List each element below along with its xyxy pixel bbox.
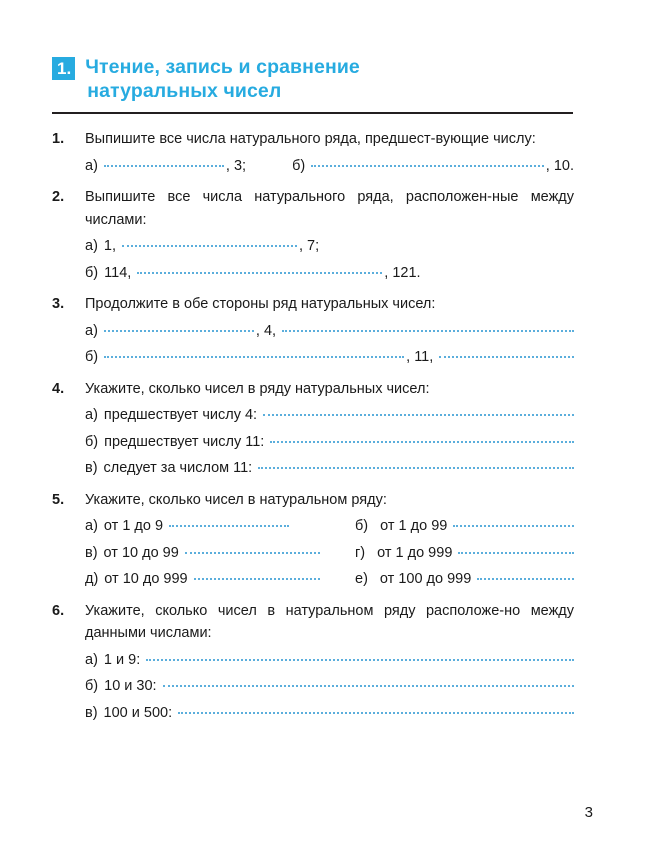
exercise-body <box>85 489 574 591</box>
answer-blank[interactable] <box>169 515 289 527</box>
answer-blank[interactable] <box>282 320 574 332</box>
exercise-3 <box>52 293 574 369</box>
exercise-item-row <box>85 515 574 538</box>
answer-blank[interactable] <box>258 457 574 469</box>
exercise-item <box>85 542 355 565</box>
exercise-item <box>85 675 574 698</box>
exercise-item <box>85 431 574 454</box>
chapter-title-line-2: натуральных чисел <box>87 80 282 102</box>
item-text: 1, <box>103 238 116 254</box>
item-mid: , 11, <box>406 349 434 365</box>
exercise-6 <box>52 600 574 725</box>
exercise-item <box>85 155 574 178</box>
answer-blank[interactable] <box>263 404 574 416</box>
item-tail: , 7; <box>299 238 320 254</box>
answer-blank[interactable] <box>104 155 224 167</box>
exercise-2 <box>52 186 574 284</box>
exercise-item-row <box>85 542 574 565</box>
item-label: а) <box>85 651 98 668</box>
exercise-number: 4. <box>52 380 65 397</box>
exercise-item <box>85 457 574 480</box>
item-label: г) <box>355 544 366 561</box>
item-text: от 10 до 999 <box>104 571 188 587</box>
item-text: от 1 до 999 <box>377 544 453 561</box>
answer-blank[interactable] <box>122 235 297 247</box>
answer-blank[interactable] <box>163 675 574 687</box>
item-label: б) <box>85 349 99 365</box>
item-text: от 100 до 999 <box>379 571 472 587</box>
answer-blank[interactable] <box>104 320 254 332</box>
item-label: б) <box>85 678 99 694</box>
item-label: д) <box>85 571 99 587</box>
answer-blank[interactable] <box>146 649 574 661</box>
item-text: 114, <box>104 264 132 281</box>
item-label: а) <box>85 518 98 534</box>
exercise-item <box>355 515 574 538</box>
item-text: предшествует числу 11: <box>104 433 265 450</box>
answer-blank[interactable] <box>458 542 574 554</box>
item-label: в) <box>85 460 98 476</box>
exercise-item <box>85 320 574 343</box>
chapter-title-line-1: Чтение, запись и сравнение <box>85 56 360 78</box>
answer-blank[interactable] <box>439 346 574 358</box>
exercise-item <box>85 346 574 369</box>
answer-blank[interactable] <box>270 431 574 443</box>
answer-blank[interactable] <box>194 568 320 580</box>
answer-blank[interactable] <box>453 515 574 527</box>
chapter-header-row <box>52 55 574 103</box>
chapter-header <box>52 55 574 103</box>
exercise-prompt: Укажите, сколько чисел в натуральном ряду: <box>85 491 387 508</box>
item-mid: , 4, <box>255 322 277 339</box>
answer-blank[interactable] <box>311 155 544 167</box>
exercise-prompt: Продолжите в обе стороны ряд натуральных чисел: <box>85 296 436 312</box>
item-text: от 10 до 99 <box>103 544 179 561</box>
exercise-number: 3. <box>52 296 65 312</box>
exercise-prompt: Выпишите все числа натурального ряда, предшест-вующие числу: <box>85 131 536 147</box>
exercise-item-row <box>85 568 574 591</box>
exercise-number: 6. <box>52 602 65 619</box>
item-label: в) <box>85 704 98 721</box>
item-tail: , 10. <box>545 157 574 174</box>
exercise-item <box>85 649 574 672</box>
answer-blank[interactable] <box>137 262 382 274</box>
item-tail: , 3; <box>225 157 247 174</box>
chapter-number-badge: 1. <box>52 57 75 80</box>
item-label: а) <box>85 407 98 423</box>
item-text: от 1 до 9 <box>103 518 164 534</box>
exercise-prompt: Укажите, сколько чисел в натуральном ряду расположе-но между данными числами: <box>85 602 574 641</box>
exercise-number: 2. <box>52 189 65 205</box>
item-label: а) <box>85 322 98 339</box>
exercise-body <box>85 378 574 480</box>
exercise-number: 5. <box>52 491 65 508</box>
exercise-body <box>85 293 574 369</box>
exercise-item <box>85 262 574 285</box>
item-label: а) <box>85 238 98 254</box>
exercise-5 <box>52 489 574 591</box>
item-label: а) <box>85 157 98 174</box>
exercise-item <box>85 515 355 538</box>
exercise-1 <box>52 128 574 177</box>
exercise-item <box>85 568 355 591</box>
exercise-prompt: Выпишите все числа натурального ряда, расположен-ные между числами: <box>85 189 574 228</box>
exercise-item <box>85 235 574 258</box>
answer-blank[interactable] <box>477 568 574 580</box>
exercise-item <box>355 568 574 591</box>
exercise-4 <box>52 378 574 480</box>
exercise-body <box>85 186 574 284</box>
item-label: б) <box>292 157 306 174</box>
item-text: от 1 до 99 <box>380 518 448 534</box>
item-text: 10 и 30: <box>104 678 157 694</box>
item-label: в) <box>85 544 98 561</box>
answer-blank[interactable] <box>185 542 320 554</box>
item-text: предшествует числу 4: <box>103 407 258 423</box>
item-text: 1 и 9: <box>103 651 141 668</box>
exercise-item <box>85 404 574 427</box>
item-label: б) <box>355 518 369 534</box>
exercise-item <box>355 542 574 565</box>
page-number: 3 <box>584 804 593 821</box>
item-text: 100 и 500: <box>103 704 173 721</box>
answer-blank[interactable] <box>104 346 404 358</box>
exercise-prompt: Укажите, сколько чисел в ряду натуральных чисел: <box>85 380 430 397</box>
item-label: е) <box>355 571 368 587</box>
exercise-number: 1. <box>52 131 65 147</box>
chapter-title <box>85 55 574 103</box>
exercise-body <box>85 600 574 725</box>
item-tail: , 121. <box>384 264 421 281</box>
answer-blank[interactable] <box>178 702 574 714</box>
exercise-item <box>85 702 574 725</box>
item-text: следует за числом 11: <box>103 460 253 476</box>
item-label: б) <box>85 433 99 450</box>
exercise-list <box>52 128 574 724</box>
header-divider <box>52 112 573 114</box>
exercise-body <box>85 128 574 177</box>
item-label: б) <box>85 264 99 281</box>
